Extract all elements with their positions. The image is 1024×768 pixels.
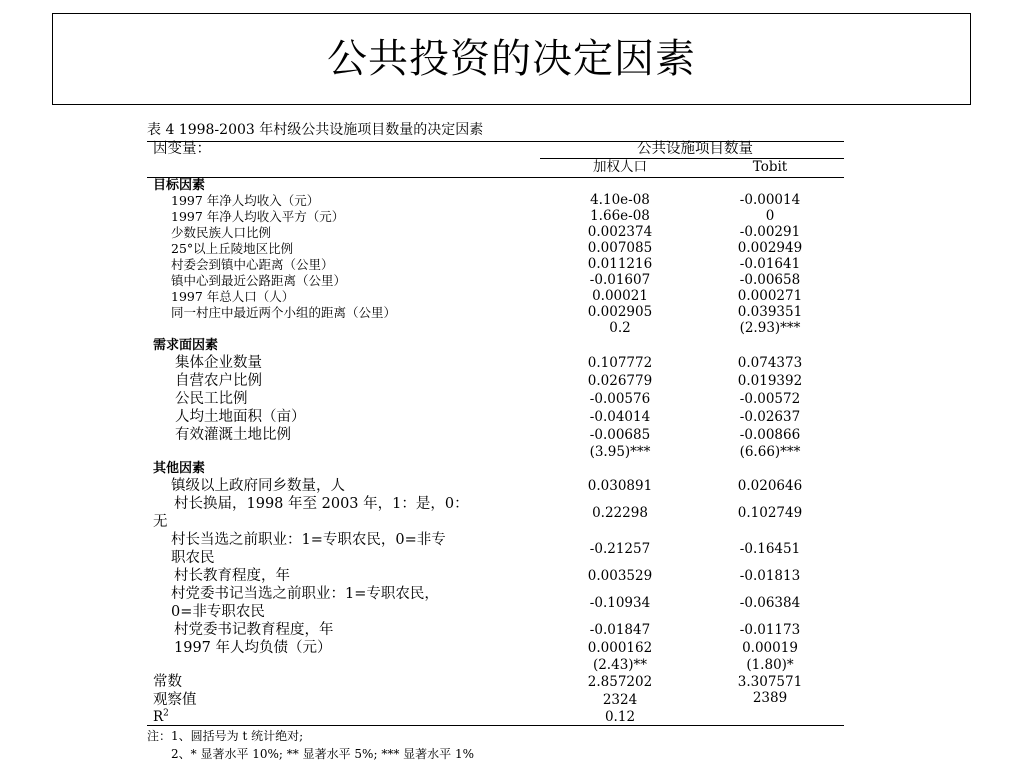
row-value-col1: 1.66e-08 bbox=[590, 208, 650, 224]
row-label: 村党委书记教育程度，年 bbox=[174, 622, 334, 638]
group-header: 公共设施项目数量 bbox=[637, 141, 753, 157]
row-value-col2: -0.02637 bbox=[739, 409, 801, 425]
row-label-cont: 无 bbox=[153, 514, 168, 530]
row-value-col1: 0.107772 bbox=[587, 355, 653, 371]
constant-label: 常数 bbox=[153, 674, 182, 690]
row-label-cont: 0=非专职农民 bbox=[171, 604, 265, 620]
row-label: 公民工比例 bbox=[175, 391, 248, 407]
row-value-col1: -0.10934 bbox=[589, 595, 651, 611]
row-label: 1997 年净人均收入（元） bbox=[171, 193, 320, 208]
row-value-col2: -0.00291 bbox=[739, 224, 801, 240]
row-value-col2: 0.00019 bbox=[742, 640, 798, 656]
row-value-col1: 4.10e-08 bbox=[590, 192, 650, 208]
section-target: 目标因素 bbox=[153, 178, 206, 193]
observations-label: 观察值 bbox=[153, 692, 197, 708]
row-value-col1: 0.00021 bbox=[592, 288, 648, 304]
observations-col2: 2389 bbox=[752, 690, 788, 706]
header-bottom-rule bbox=[147, 177, 844, 178]
col1-header: 加权人口 bbox=[593, 159, 647, 175]
row-label: 镇中心到最近公路距离（公里） bbox=[171, 273, 347, 288]
row-value-col1: 0.007085 bbox=[587, 240, 653, 256]
test-stat-col1: 0.2 bbox=[609, 320, 631, 336]
row-value-col2: -0.01641 bbox=[739, 256, 801, 272]
col2-header: Tobit bbox=[752, 159, 788, 175]
test-stat-col1: (2.43)** bbox=[592, 657, 648, 673]
row-value-col1: -0.21257 bbox=[589, 541, 651, 557]
row-value-col2: -0.06384 bbox=[739, 595, 801, 611]
row-value-col2: -0.00866 bbox=[739, 427, 801, 443]
row-value-col1: 0.030891 bbox=[587, 478, 653, 494]
row-value-col2: -0.00014 bbox=[739, 192, 801, 208]
row-value-col2: -0.01813 bbox=[739, 568, 801, 584]
row-value-col1: 0.000162 bbox=[587, 640, 653, 656]
row-label: 镇级以上政府同乡数量，人 bbox=[171, 478, 345, 494]
row-value-col2: -0.00572 bbox=[739, 391, 801, 407]
row-value-col2: -0.16451 bbox=[739, 541, 801, 557]
row-value-col2: 0.000271 bbox=[737, 288, 803, 304]
row-value-col1: 0.002905 bbox=[587, 304, 653, 320]
row-label: 少数民族人口比例 bbox=[171, 225, 272, 240]
row-label: 同一村庄中最近两个小组的距离（公里） bbox=[171, 305, 397, 320]
dep-var-label: 因变量： bbox=[153, 141, 211, 157]
slide-title: 公共投资的决定因素 bbox=[327, 36, 696, 82]
row-value-col1: 0.026779 bbox=[587, 373, 653, 389]
row-label-cont: 职农民 bbox=[171, 550, 215, 566]
test-stat-col2: (2.93)*** bbox=[739, 320, 801, 336]
row-label: 集体企业数量 bbox=[175, 355, 262, 371]
row-value-col1: 0.22298 bbox=[592, 505, 648, 521]
row-value-col1: -0.01607 bbox=[589, 272, 651, 288]
title-box bbox=[52, 13, 971, 105]
row-value-col2: 0.102749 bbox=[737, 505, 803, 521]
row-value-col1: -0.00685 bbox=[589, 427, 651, 443]
row-value-col1: -0.04014 bbox=[589, 409, 651, 425]
row-value-col2: 0 bbox=[765, 208, 775, 224]
row-value-col2: 0.074373 bbox=[737, 355, 803, 371]
observations-col1: 2324 bbox=[602, 692, 638, 708]
row-label: 25°以上丘陵地区比例 bbox=[171, 241, 294, 256]
row-label: 村长换届，1998 年至 2003 年，1：是，0： bbox=[174, 496, 469, 512]
r-superscript: 2 bbox=[163, 708, 169, 719]
row-value-col2: 0.039351 bbox=[737, 304, 803, 320]
test-stat-col2: (1.80)* bbox=[746, 657, 794, 673]
row-value-col2: -0.00658 bbox=[739, 272, 801, 288]
table-bottom-rule bbox=[147, 725, 844, 726]
row-label: 村长当选之前职业：1=专职农民，0=非专 bbox=[171, 532, 446, 548]
row-label: 村党委书记当选之前职业：1=专职农民， bbox=[171, 586, 439, 602]
note-line-1: 注：1、圆括号为 t 统计绝对; bbox=[147, 729, 304, 743]
row-value-col1: 0.011216 bbox=[587, 256, 653, 272]
row-value-col2: 0.019392 bbox=[737, 373, 803, 389]
r-label: R bbox=[153, 709, 164, 725]
constant-col1: 2.857202 bbox=[587, 674, 653, 690]
row-label: 1997 年人均负债（元） bbox=[174, 640, 332, 656]
row-label: 村长教育程度，年 bbox=[174, 568, 290, 584]
row-value-col1: -0.01847 bbox=[589, 622, 651, 638]
row-label: 有效灌溉土地比例 bbox=[175, 427, 291, 443]
row-label: 自营农户比例 bbox=[175, 373, 262, 389]
row-label: 1997 年净人均收入平方（元） bbox=[171, 209, 345, 224]
test-stat-col1: (3.95)*** bbox=[589, 444, 651, 460]
note-line-2: 2、* 显著水平 10%; ** 显著水平 5%; *** 显著水平 1% bbox=[171, 747, 474, 761]
row-label: 村委会到镇中心距离（公里） bbox=[171, 257, 334, 272]
row-value-col1: 0.003529 bbox=[587, 568, 653, 584]
row-value-col1: 0.002374 bbox=[587, 224, 653, 240]
r-squared-col1: 0.12 bbox=[604, 709, 636, 725]
row-label: 人均土地面积（亩） bbox=[175, 409, 306, 425]
row-label: 1997 年总人口（人） bbox=[171, 289, 295, 304]
constant-col2: 3.307571 bbox=[737, 674, 803, 690]
row-value-col2: 0.020646 bbox=[737, 478, 803, 494]
row-value-col1: -0.00576 bbox=[589, 391, 651, 407]
test-stat-col2: (6.66)*** bbox=[739, 444, 801, 460]
table-caption: 表 4 1998-2003 年村级公共设施项目数量的决定因素 bbox=[147, 122, 484, 138]
r-squared-label bbox=[153, 709, 169, 726]
row-value-col2: -0.01173 bbox=[739, 622, 801, 638]
section-demand: 需求面因素 bbox=[153, 338, 219, 353]
row-value-col2: 0.002949 bbox=[737, 240, 803, 256]
section-other: 其他因素 bbox=[153, 461, 206, 476]
